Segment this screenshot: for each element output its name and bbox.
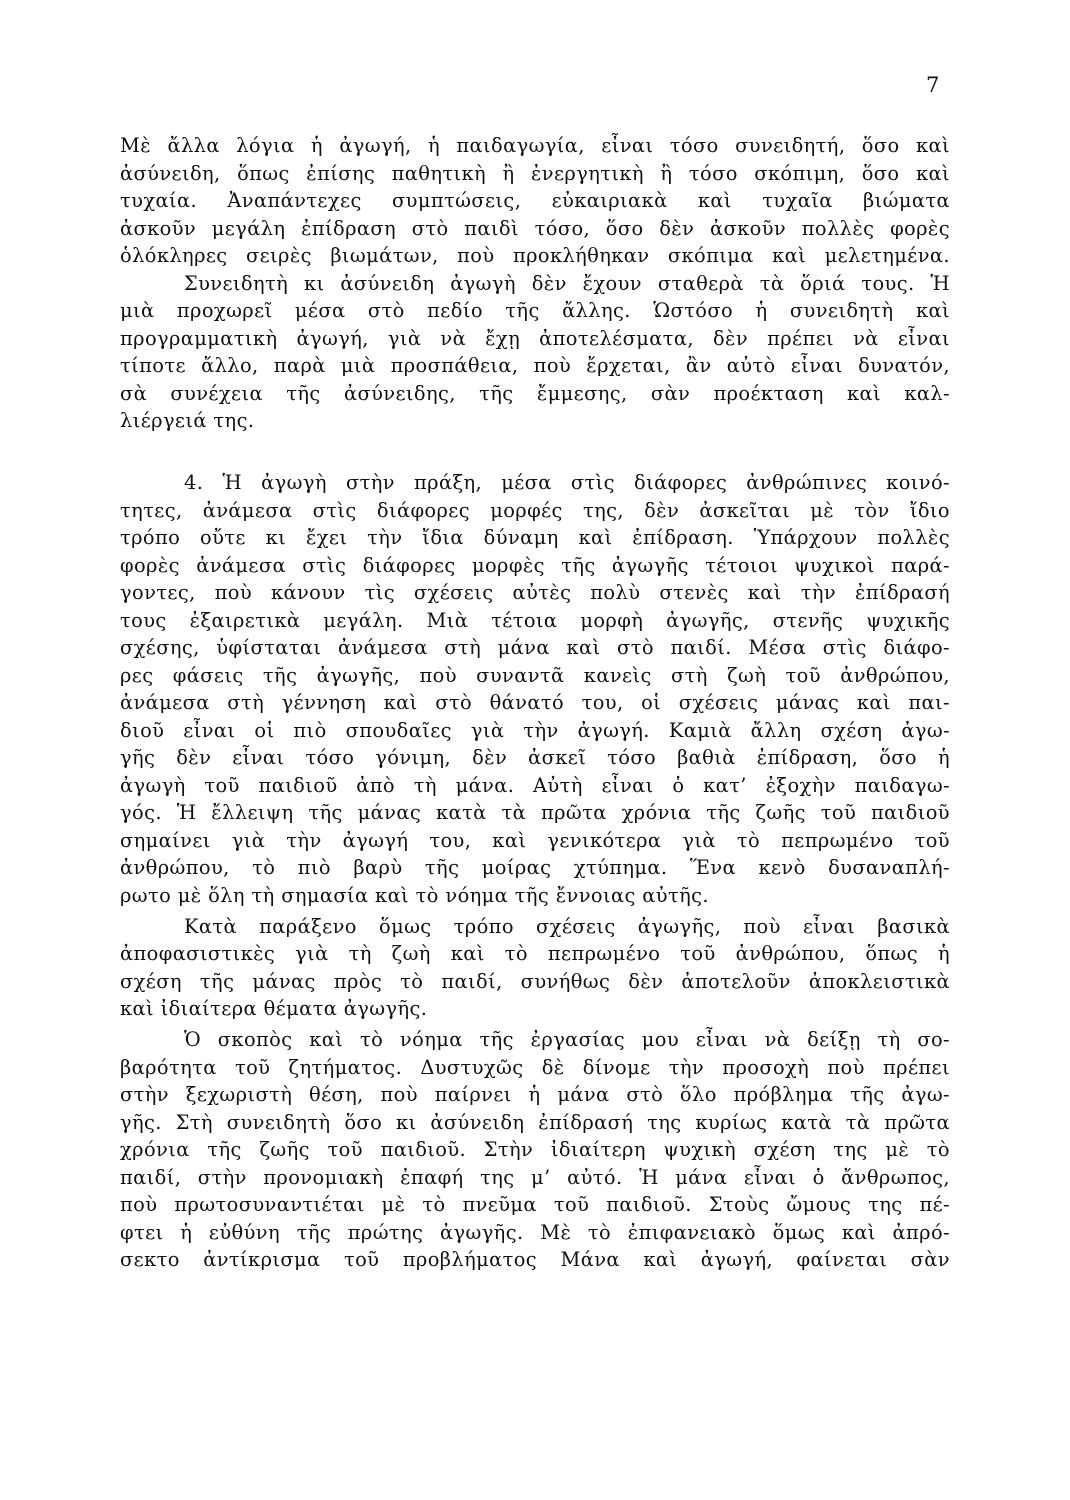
text-line: ἀνθρώπου, τὸ πιὸ βαρὺ τῆς μοίρας χτύπημα. Ἕνα κενὸ δυσαναπλή- bbox=[120, 856, 950, 879]
text-line: ἀσύνειδη, ὅπως ἐπίσης παθητικὴ ἢ ἐνεργητικὴ ἢ τόσο σκόπιμη, ὅσο καὶ bbox=[120, 162, 950, 185]
text-line: μιὰ προχωρεῖ μέσα στὸ πεδίο τῆς ἄλλης. Ὡστόσο ἡ συνειδητὴ καὶ bbox=[120, 299, 950, 322]
text-line: Μὲ ἄλλα λόγια ἡ ἀγωγή, ἡ παιδαγωγία, εἶναι τόσο συνειδητή, ὅσο καὶ bbox=[120, 134, 950, 157]
text-line: βαρότητα τοῦ ζητήματος. Δυστυχῶς δὲ δίνομε τὴν προσοχὴ ποὺ πρέπει bbox=[120, 1056, 950, 1079]
text-line: γῆς. Στὴ συνειδητὴ ὅσο κι ἀσύνειδη ἐπίδρασή της κυρίως κατὰ τὰ πρῶτα bbox=[120, 1111, 950, 1134]
text-line: γός. Ἡ ἔλλειψη τῆς μάνας κατὰ τὰ πρῶτα χρόνια τῆς ζωῆς τοῦ παιδιοῦ bbox=[120, 801, 950, 824]
text-line: σεκτο ἀντίκρισμα τοῦ προβλήματος Μάνα καὶ ἀγωγή, φαίνεται σὰν bbox=[120, 1248, 950, 1271]
text-line: φτει ἡ εὐθύνη τῆς πρώτης ἀγωγῆς. Μὲ τὸ ἐπιφανειακὸ ὅμως καὶ ἀπρό- bbox=[120, 1221, 950, 1244]
text-line: τητες, ἀνάμεσα στὶς διάφορες μορφές της, δὲν ἀσκεῖται μὲ τὸν ἴδιο bbox=[120, 499, 950, 522]
text-line: καὶ ἰδιαίτερα θέματα ἀγωγῆς. bbox=[120, 997, 428, 1020]
text-line: Ὁ σκοπὸς καὶ τὸ νόημα τῆς ἐργασίας μου εἶναι νὰ δείξῃ τὴ σο- bbox=[184, 1028, 950, 1051]
text-line: ἀγωγὴ τοῦ παιδιοῦ ἀπὸ τὴ μάνα. Αὐτὴ εἶναι ὁ κατ’ ἐξοχὴν παιδαγω- bbox=[120, 774, 950, 797]
text-line: ρες φάσεις τῆς ἀγωγῆς, ποὺ συναντᾶ κανεὶς στὴ ζωὴ τοῦ ἀνθρώπου, bbox=[120, 664, 950, 687]
text-line: ρωτο μὲ ὅλη τὴ σημασία καὶ τὸ νόημα τῆς ἔννοιας αὐτῆς. bbox=[120, 884, 709, 907]
page-number: 7 bbox=[926, 73, 940, 97]
text-line: ἀνάμεσα στὴ γέννηση καὶ στὸ θάνατό του, οἱ σχέσεις μάνας καὶ παι- bbox=[120, 691, 950, 714]
text-line: Κατὰ παράξενο ὅμως τρόπο σχέσεις ἀγωγῆς, ποὺ εἶναι βασικὰ bbox=[184, 915, 950, 938]
text-line: 4. Ἡ ἀγωγὴ στὴν πράξη, μέσα στὶς διάφορες ἀνθρώπινες κοινό- bbox=[184, 471, 950, 494]
text-line: λιέργειά της. bbox=[120, 409, 255, 432]
text-line: γῆς δὲν εἶναι τόσο γόνιμη, δὲν ἀσκεῖ τόσο βαθιὰ ἐπίδραση, ὅσο ἡ bbox=[120, 746, 950, 769]
text-line: γοντες, ποὺ κάνουν τὶς σχέσεις αὐτὲς πολὺ στενὲς καὶ τὴν ἐπίδρασή bbox=[120, 581, 950, 604]
text-line: Συνειδητὴ κι ἀσύνειδη ἀγωγὴ δὲν ἔχουν σταθερὰ τὰ ὅριά τους. Ἡ bbox=[184, 272, 950, 295]
text-line: φορὲς ἀνάμεσα στὶς διάφορες μορφὲς τῆς ἀγωγῆς τέτοιοι ψυχικοὶ παρά- bbox=[120, 554, 950, 577]
text-line: ἀσκοῦν μεγάλη ἐπίδραση στὸ παιδὶ τόσο, ὅσο δὲν ἀσκοῦν πολλὲς φορὲς bbox=[120, 217, 950, 240]
text-line: στὴν ξεχωριστὴ θέση, ποὺ παίρνει ἡ μάνα στὸ ὅλο πρόβλημα τῆς ἀγω- bbox=[120, 1083, 950, 1106]
text-line: προγραμματικὴ ἀγωγή, γιὰ νὰ ἔχῃ ἀποτελέσματα, δὲν πρέπει νὰ εἶναι bbox=[120, 327, 950, 350]
text-line: σημαίνει γιὰ τὴν ἀγωγή του, καὶ γενικότερα γιὰ τὸ πεπρωμένο τοῦ bbox=[120, 829, 950, 852]
text-line: τρόπο οὔτε κι ἔχει τὴν ἴδια δύναμη καὶ ἐπίδραση. Ὑπάρχουν πολλὲς bbox=[120, 526, 950, 549]
text-line: σὰ συνέχεια τῆς ἀσύνειδης, τῆς ἔμμεσης, σὰν προέκταση καὶ καλ- bbox=[120, 382, 950, 405]
text-line: ποὺ πρωτοσυναντιέται μὲ τὸ πνεῦμα τοῦ παιδιοῦ. Στοὺς ὤμους της πέ- bbox=[120, 1193, 950, 1216]
text-line: χρόνια τῆς ζωῆς τοῦ παιδιοῦ. Στὴν ἰδιαίτερη ψυχικὴ σχέση της μὲ τὸ bbox=[120, 1138, 950, 1161]
text-line: σχέσης, ὑφίσταται ἀνάμεσα στὴ μάνα καὶ στὸ παιδί. Μέσα στὶς διάφο- bbox=[120, 636, 950, 659]
text-line: σχέση τῆς μάνας πρὸς τὸ παιδί, συνήθως δὲν ἀποτελοῦν ἀποκλειστικὰ bbox=[120, 970, 950, 993]
text-line: τους ἐξαιρετικὰ μεγάλη. Μιὰ τέτοια μορφὴ ἀγωγῆς, στενῆς ψυχικῆς bbox=[120, 609, 950, 632]
text-line: τυχαία. Ἀναπάντεχες συμπτώσεις, εὐκαιριακὰ καὶ τυχαῖα βιώματα bbox=[120, 189, 950, 212]
text-line: τίποτε ἄλλο, παρὰ μιὰ προσπάθεια, ποὺ ἔρχεται, ἂν αὐτὸ εἶναι δυνατόν, bbox=[120, 354, 950, 377]
text-line: ὁλόκληρες σειρὲς βιωμάτων, ποὺ προκλήθηκαν σκόπιμα καὶ μελετημένα. bbox=[120, 244, 950, 267]
text-line: ἀποφασιστικὲς γιὰ τὴ ζωὴ καὶ τὸ πεπρωμένο τοῦ ἀνθρώπου, ὅπως ἡ bbox=[120, 942, 950, 965]
text-line: διοῦ εἶναι οἱ πιὸ σπουδαῖες γιὰ τὴν ἀγωγή. Καμιὰ ἄλλη σχέση ἀγω- bbox=[120, 719, 950, 742]
text-line: παιδί, στὴν προνομιακὴ ἐπαφή της μ’ αὐτό. Ἡ μάνα εἶναι ὁ ἄνθρωπος, bbox=[120, 1166, 950, 1189]
